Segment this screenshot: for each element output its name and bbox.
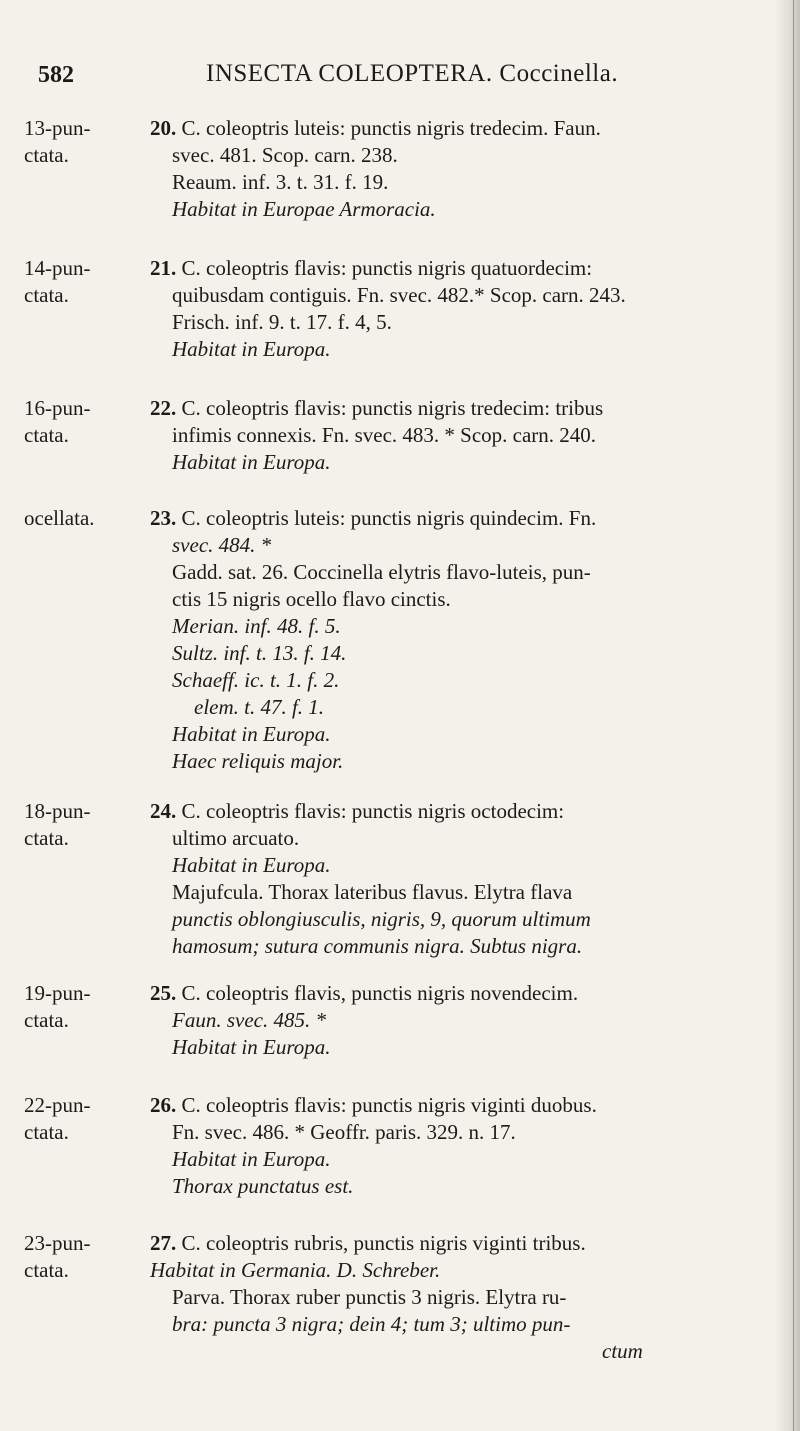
- entry-number: 22.: [150, 396, 177, 420]
- entry-text: 24. C. coleoptris flavis: punctis nigris octodecim: ultimo arcuato. Habitat in Europa. Majufcula. Thorax lateribus flavus. Elytra flava punctis oblongiusculis, nigris, 9, quorum ultimum hamosum; sutura communis nigra. Subtus nigra.: [150, 799, 591, 958]
- margin-name: 14-pun- ctata.: [24, 256, 91, 307]
- entry-text: 25. C. coleoptris flavis, punctis nigris novendecim. Faun. svec. 485. * Habitat in Europa.: [150, 981, 579, 1059]
- page-edge: [793, 0, 794, 1431]
- entry-number: 21.: [150, 256, 177, 280]
- entry-text: 27. C. coleoptris rubris, punctis nigris viginti tribus. Habitat in Germania. D. Schreber. Parva. Thorax ruber punctis 3 nigris. Elytra ru- bra: puncta 3 nigra; dein 4; tum 3; ultimo pun- ctum: [150, 1231, 643, 1363]
- margin-name: 19-pun- ctata.: [24, 981, 91, 1032]
- entry-text: 21. C. coleoptris flavis: punctis nigris quatuordecim: quibusdam contiguis. Fn. svec. 482.* Scop. carn. 243. Frisch. inf. 9. t. 17. f. 4, 5. Habitat in Europa.: [150, 256, 626, 361]
- entry-text: 23. C. coleoptris luteis: punctis nigris quindecim. Fn. svec. 484. * Gadd. sat. 26. Coccinella elytris flavo-luteis, pun- ctis 15 nigris ocello flavo cinctis. Merian. inf. 48. f. 5. Sultz. inf. t. 13. f. 14. Schaeff. ic. t. 1. f. 2. elem. t. 47. f. 1. Habitat in Europa. Haec reliquis major.: [150, 506, 597, 773]
- entry-text: 26. C. coleoptris flavis: punctis nigris viginti duobus. Fn. svec. 486. * Geoffr. paris. 329. n. 17. Habitat in Europa. Thorax punctatus est.: [150, 1093, 597, 1198]
- entry-number: 25.: [150, 981, 177, 1005]
- entry-number: 24.: [150, 799, 177, 823]
- entry-number: 27.: [150, 1231, 177, 1255]
- page-number: 582: [38, 62, 74, 88]
- entry-number: 26.: [150, 1093, 177, 1117]
- margin-name: ocellata.: [24, 506, 95, 530]
- margin-name: 23-pun- ctata.: [24, 1231, 91, 1282]
- margin-name: 18-pun- ctata.: [24, 799, 91, 850]
- entry-text: 20. C. coleoptris luteis: punctis nigris tredecim. Faun. svec. 481. Scop. carn. 238. Reaum. inf. 3. t. 31. f. 19. Habitat in Europae Armoracia.: [150, 116, 601, 221]
- margin-name: 16-pun- ctata.: [24, 396, 91, 447]
- entry-number: 20.: [150, 116, 177, 140]
- entry-number: 23.: [150, 506, 177, 530]
- margin-name: 13-pun- ctata.: [24, 116, 91, 167]
- running-title: INSECTA COLEOPTERA. Coccinella.: [206, 60, 619, 87]
- page-binding-shadow: [774, 0, 800, 1431]
- page-header: [38, 62, 760, 102]
- entry-text: 22. C. coleoptris flavis: punctis nigris tredecim: tribus infimis connexis. Fn. svec. 483. * Scop. carn. 240. Habitat in Europa.: [150, 396, 604, 474]
- margin-name: 22-pun- ctata.: [24, 1093, 91, 1144]
